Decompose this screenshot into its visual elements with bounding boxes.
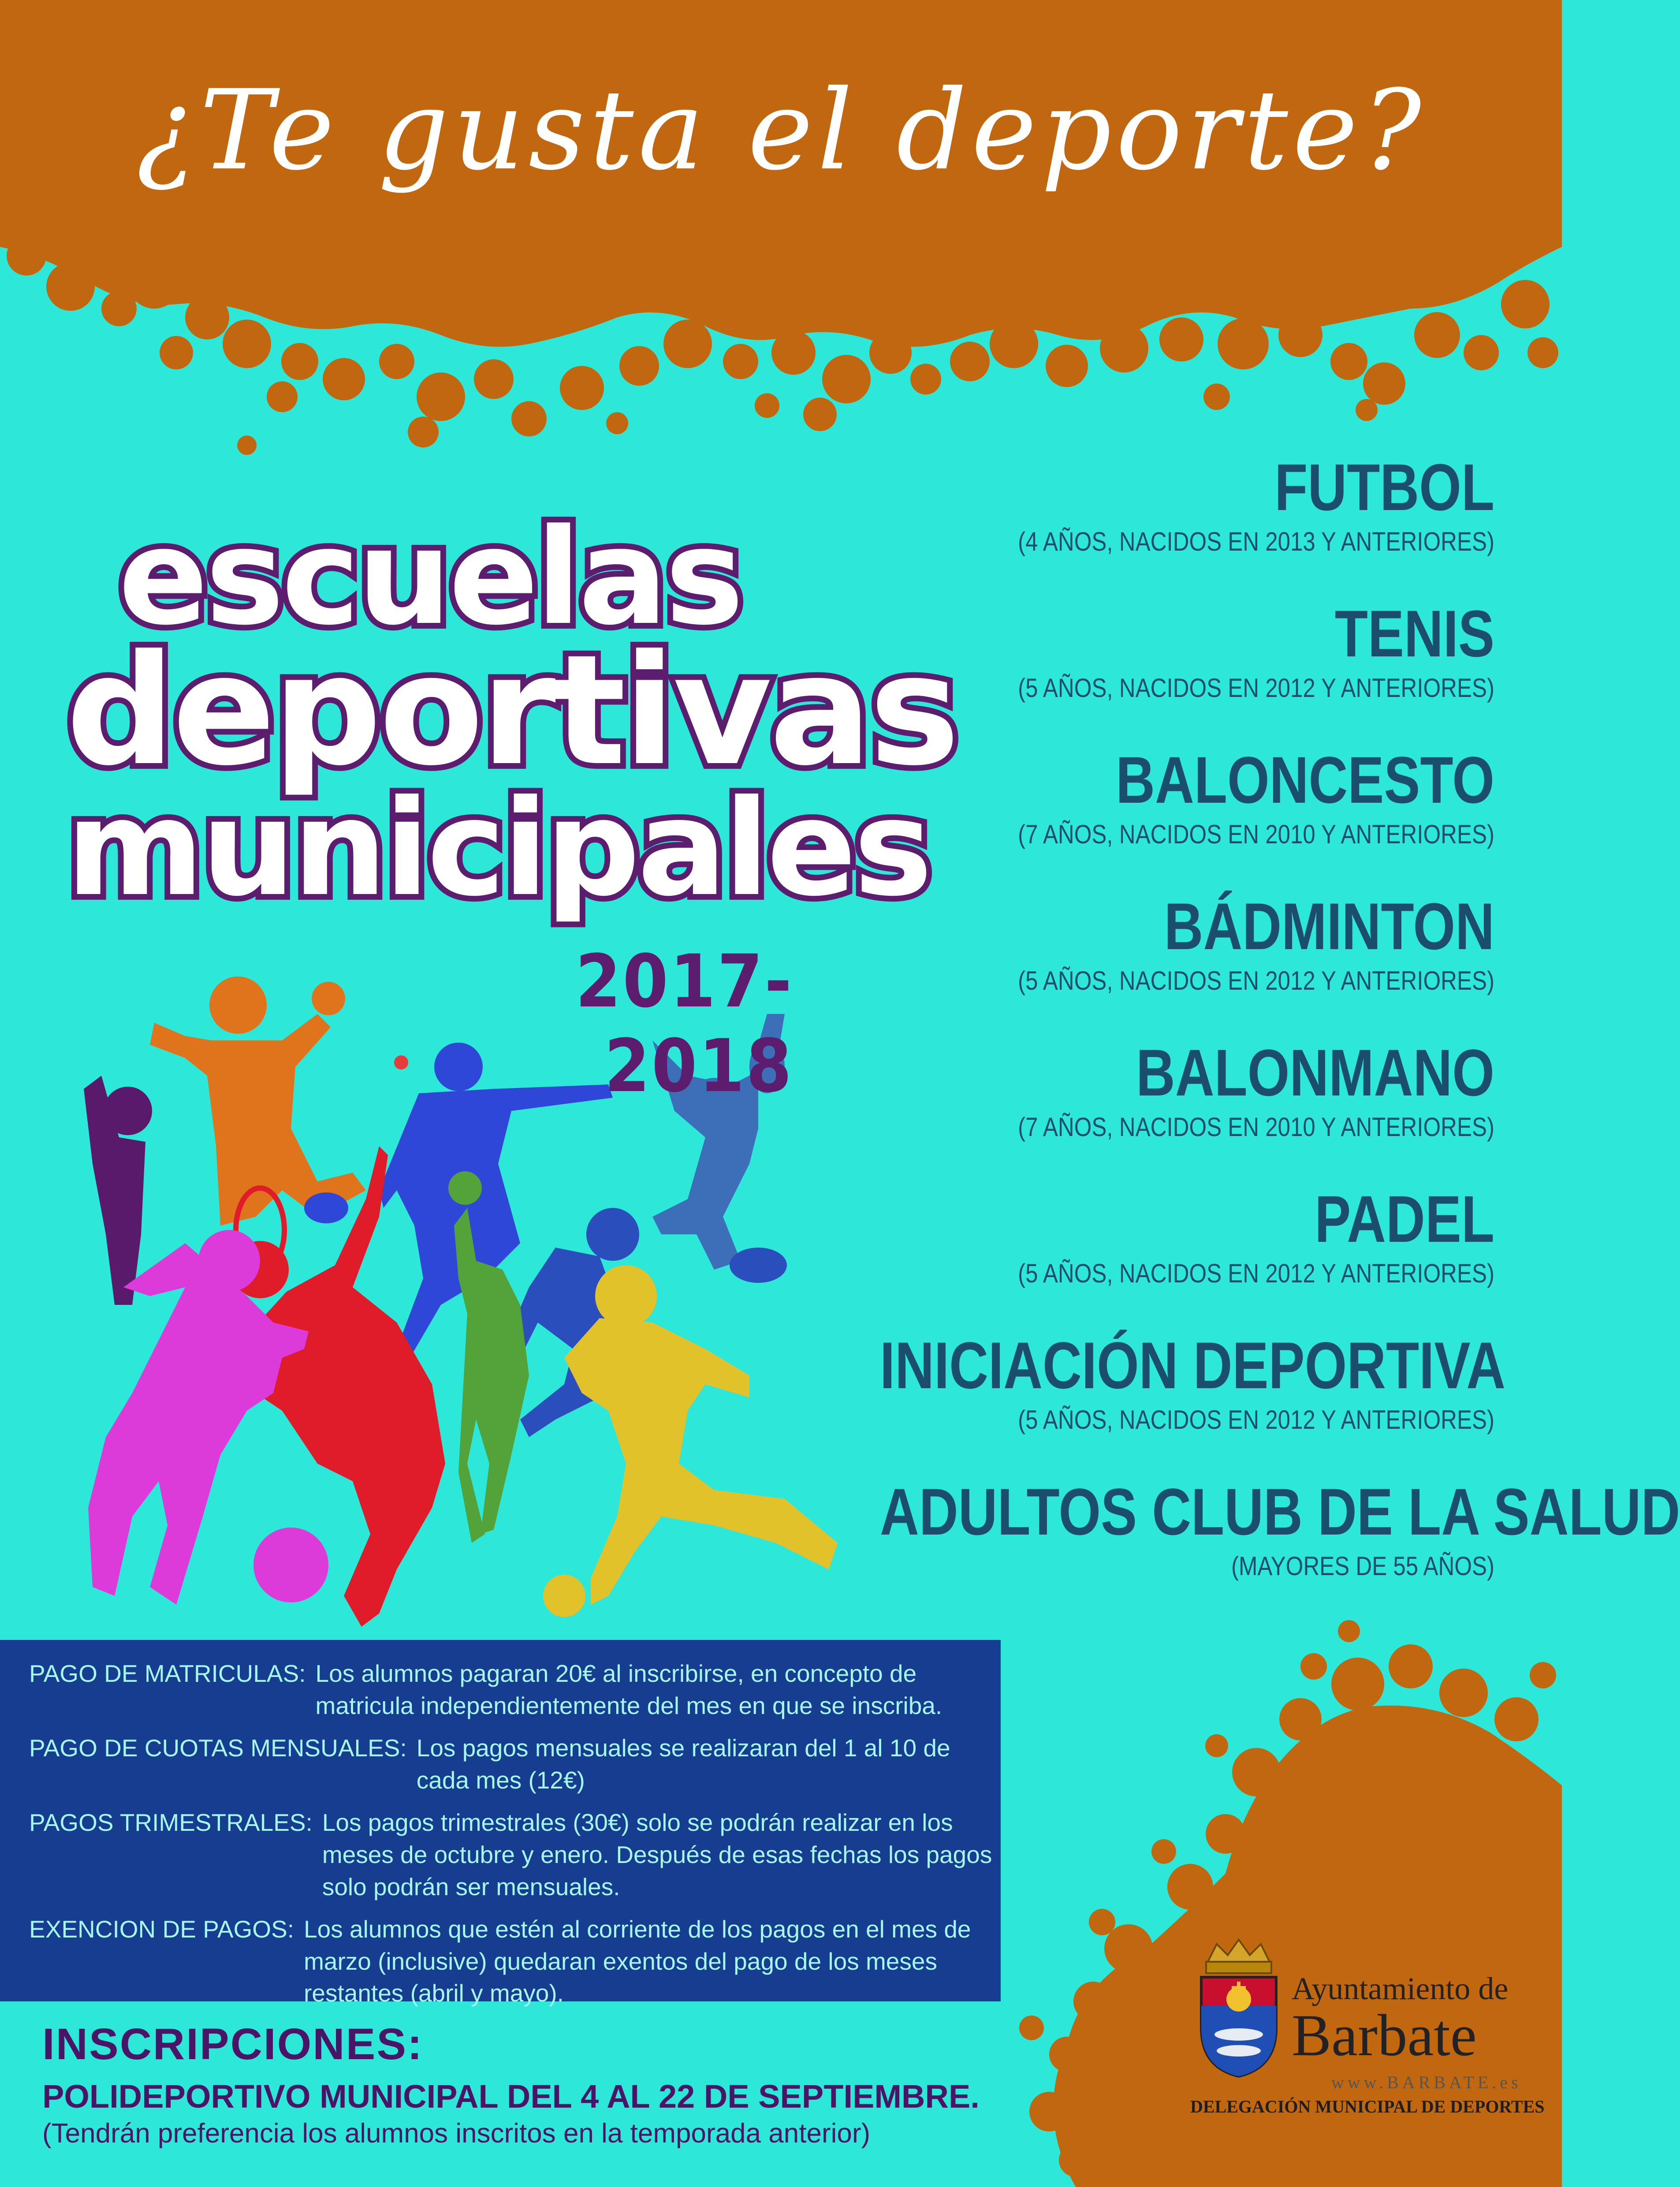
payment-info-box — [0, 1640, 1001, 2007]
schools-title — [66, 500, 957, 925]
barbate-crest-icon — [1190, 1935, 1287, 2081]
sport-age-note: (MAYORES DE 55 AÑOS) — [1231, 1551, 1494, 1581]
sport-item-adultos-club-salud — [745, 1475, 1680, 1625]
sport-item-padel — [745, 1182, 1494, 1332]
title-line-3: municipales — [66, 771, 930, 925]
sport-item-tenis — [745, 596, 1494, 747]
info-label: PAGO DE MATRICULAS: — [29, 1660, 306, 1687]
info-label: EXENCION DE PAGOS: — [29, 1915, 294, 1943]
logo-text-website: www.BARBATE.es — [1331, 2072, 1522, 2092]
info-text: Los alumnos pagaran 20€ al inscribirse, en concepto de matricula independientemente del mes en que se inscriba. — [315, 1660, 942, 1719]
info-text: Los alumnos que estén al corriente de los pagos en el mes de marzo (inclusive) quedaran exentos del pago de los meses restantes (abril y mayo). — [304, 1915, 971, 2007]
sport-name: FUTBOL — [1274, 450, 1494, 524]
info-text: Los pagos mensuales se realizaran del 1 al 10 de cada mes (12€) — [416, 1734, 950, 1794]
logo-text-ayuntamiento: Ayuntamiento de — [1292, 1971, 1509, 2006]
sport-item-balonmano — [745, 1036, 1494, 1186]
sport-name: BÁDMINTON — [1164, 889, 1494, 963]
info-label: PAGOS TRIMESTRALES: — [29, 1809, 313, 1837]
registration-block — [42, 2019, 980, 2149]
dark-purple-player-silhouette — [84, 1076, 152, 1305]
info-row-cuotas-mensuales — [29, 1732, 1001, 1796]
logo-text-barbate: Barbate — [1292, 2003, 1477, 2068]
headline-question: ¿Te gusta el deporte? — [136, 66, 1426, 194]
sport-age-note: (5 AÑOS, NACIDOS EN 2012 Y ANTERIORES) — [1018, 1405, 1494, 1434]
info-row-exencion — [29, 1913, 1001, 2009]
sport-name: TENIS — [1334, 596, 1494, 671]
sport-age-note: (7 AÑOS, NACIDOS EN 2010 Y ANTERIORES) — [1018, 820, 1494, 849]
season-label: 2017-2018 — [575, 939, 793, 1108]
registration-title: INSCRIPCIONES: — [42, 2019, 424, 2069]
info-label: PAGO DE CUOTAS MENSUALES: — [29, 1734, 407, 1762]
sport-age-note: (5 AÑOS, NACIDOS EN 2012 Y ANTERIORES) — [1018, 1259, 1494, 1288]
sport-item-futbol — [745, 450, 1494, 600]
sport-item-badminton — [745, 889, 1494, 1039]
sports-list — [745, 450, 1680, 1625]
registration-place: POLIDEPORTIVO MUNICIPAL DEL 4 AL 22 DE SEPTIEMBRE. — [42, 2078, 980, 2115]
info-row-matriculas — [29, 1658, 1001, 1721]
sport-name: BALONMANO — [1136, 1036, 1494, 1110]
sport-age-note: (4 AÑOS, NACIDOS EN 2013 Y ANTERIORES) — [1018, 527, 1494, 556]
barbate-logo — [1186, 1922, 1545, 2129]
sport-name: PADEL — [1315, 1182, 1494, 1256]
info-row-trimestrales — [29, 1807, 1001, 1903]
sport-name: INICIACIÓN DEPORTIVA — [880, 1328, 1506, 1402]
info-text: Los pagos trimestrales (30€) solo se podrán realizar en los meses de octubre y enero. Después de esas fechas los pagos solo podrán ser mensuales. — [322, 1809, 992, 1900]
title-line-1: escuelas — [118, 500, 741, 654]
sport-item-iniciacion-deportiva — [745, 1328, 1506, 1479]
title-line-2: deportivas — [66, 622, 957, 799]
sport-age-note: (5 AÑOS, NACIDOS EN 2012 Y ANTERIORES) — [1018, 673, 1494, 703]
sport-name: BALONCESTO — [1116, 743, 1494, 817]
sport-age-note: (5 AÑOS, NACIDOS EN 2012 Y ANTERIORES) — [1018, 966, 1494, 995]
sport-age-note: (7 AÑOS, NACIDOS EN 2010 Y ANTERIORES) — [1018, 1112, 1494, 1142]
sport-name: ADULTOS CLUB DE LA SALUD — [880, 1475, 1680, 1549]
registration-note: (Tendrán preferencia los alumnos inscritos en la temporada anterior) — [42, 2118, 871, 2149]
sport-item-baloncesto — [745, 743, 1494, 893]
logo-text-delegation: DELEGACIÓN MUNICIPAL DE DEPORTES — [1190, 2097, 1545, 2116]
